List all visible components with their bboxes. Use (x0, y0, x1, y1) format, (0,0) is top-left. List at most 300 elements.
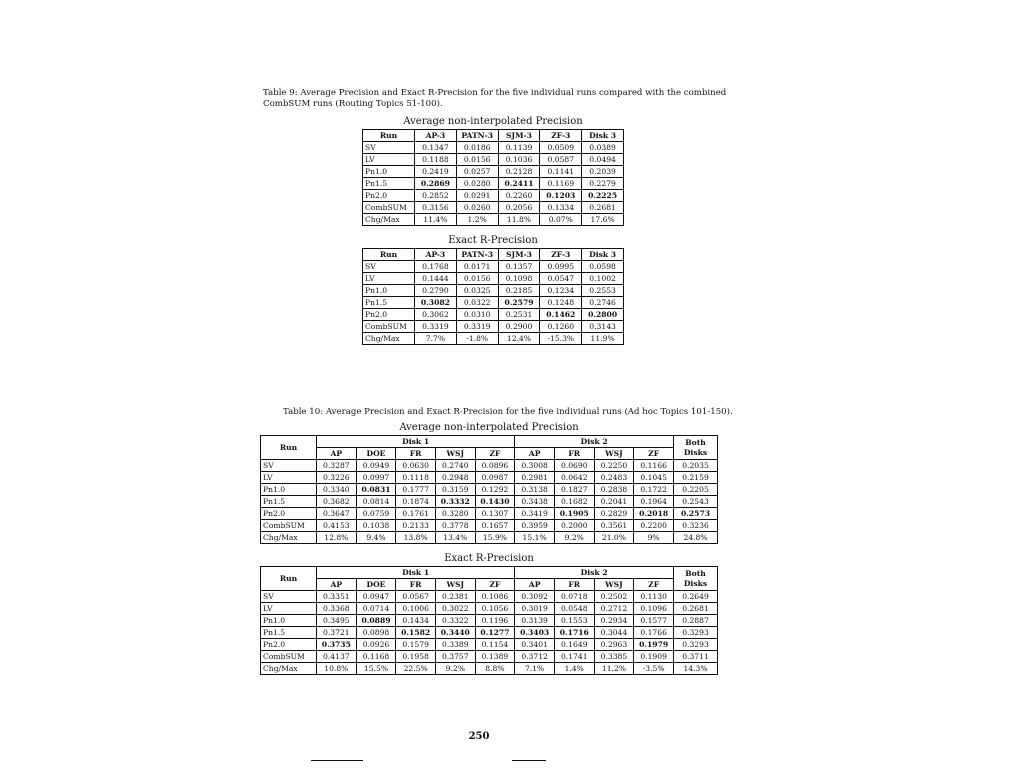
table-cell: 0.3092 (515, 591, 555, 603)
table-cell: 0.2483 (594, 472, 634, 484)
table-cell: 0.1444 (415, 273, 457, 285)
table-row (363, 273, 624, 285)
table9-caption: Table 9: Average Precision and Exact R-Precision for the five individual runs compared with the combined CombSUM runs (Routing Topics 51-100). (263, 88, 727, 109)
table-cell: 0.2419 (415, 166, 457, 178)
column-header: AP (515, 448, 555, 460)
table-cell: 0.1086 (475, 591, 515, 603)
table-cell: 0.1389 (475, 651, 515, 663)
table-cell: 0.3682 (317, 496, 357, 508)
table-row (363, 333, 624, 345)
group-header-both-disks: Both Disks (674, 567, 718, 591)
table-cell: 0.3735 (317, 639, 357, 651)
group-header-disk1: Disk 1 (317, 567, 515, 579)
table-cell: 0.3757 (435, 651, 475, 663)
column-header: FR (396, 448, 436, 460)
table-cell: 0.2185 (498, 285, 540, 297)
table-cell: 0.2790 (415, 285, 457, 297)
column-header: DOE (356, 579, 396, 591)
row-label: Pn1.0 (363, 166, 415, 178)
group-header-disk2: Disk 2 (515, 436, 674, 448)
table-cell: 9% (634, 532, 674, 544)
table-row (261, 508, 718, 520)
table-cell: 7.1% (515, 663, 555, 675)
column-header: FR (554, 579, 594, 591)
table-cell: 0.3280 (435, 508, 475, 520)
column-header: FR (554, 448, 594, 460)
table-row (261, 532, 718, 544)
table-cell: 9.4% (356, 532, 396, 544)
column-header: Run (363, 130, 415, 142)
table-cell: 0.0156 (456, 154, 498, 166)
table-row (261, 663, 718, 675)
table-row (363, 261, 624, 273)
table-cell: 0.2035 (674, 460, 718, 472)
table10-avg-title: Average non-interpolated Precision (399, 422, 579, 433)
table-cell: 0.3778 (435, 520, 475, 532)
table-cell: 0.1958 (396, 651, 436, 663)
table-row (363, 309, 624, 321)
column-header: AP-3 (415, 249, 457, 261)
table-row (363, 321, 624, 333)
table-cell: 0.1582 (396, 627, 436, 639)
table-cell: 0.1462 (540, 309, 582, 321)
table-cell: 0.2039 (582, 166, 624, 178)
table-cell: 13.4% (435, 532, 475, 544)
table-cell: 0.1036 (498, 154, 540, 166)
table-cell: 0.0642 (554, 472, 594, 484)
table-row (261, 603, 718, 615)
table-cell: 0.3022 (435, 603, 475, 615)
table-cell: 0.0280 (456, 178, 498, 190)
table-cell: 0.3319 (456, 321, 498, 333)
table-cell: 0.0997 (356, 472, 396, 484)
table-cell: 0.2981 (515, 472, 555, 484)
table-cell: 0.3156 (415, 202, 457, 214)
table-cell: 0.2553 (582, 285, 624, 297)
table9-avg-precision-table (362, 129, 624, 226)
table-cell: 0.2746 (582, 297, 624, 309)
table-cell: 0.0896 (475, 460, 515, 472)
table-cell: 0.0156 (456, 273, 498, 285)
page-number: 250 (468, 731, 490, 742)
table-cell: 0.2800 (582, 309, 624, 321)
row-label: Pn1.0 (261, 484, 317, 496)
table-cell: 0.3495 (317, 615, 357, 627)
table-cell: 0.3293 (674, 627, 718, 639)
table-cell: 0.3647 (317, 508, 357, 520)
column-header: Run (261, 567, 317, 591)
table-cell: 1.4% (554, 663, 594, 675)
table-cell: 0.3340 (317, 484, 357, 496)
table-cell: 0.0714 (356, 603, 396, 615)
table-cell: 0.2128 (498, 166, 540, 178)
row-label: Pn1.5 (261, 627, 317, 639)
table-cell: 0.3322 (435, 615, 475, 627)
table-cell: 0.1874 (396, 496, 436, 508)
column-header: ZF (475, 579, 515, 591)
table-cell: 0.1277 (475, 627, 515, 639)
table-cell: 0.1722 (634, 484, 674, 496)
table-header-row (261, 448, 718, 460)
table-cell: 0.1553 (554, 615, 594, 627)
table-cell: 0.0889 (356, 615, 396, 627)
table-cell: 0.3403 (515, 627, 555, 639)
table-cell: 0.2681 (674, 603, 718, 615)
table-cell: 0.3959 (515, 520, 555, 532)
table-cell: -1.8% (456, 333, 498, 345)
table-cell: 0.07% (540, 214, 582, 226)
table-cell: 0.1761 (396, 508, 436, 520)
group-header-disk2: Disk 2 (515, 567, 674, 579)
row-label: Pn2.0 (363, 309, 415, 321)
footer-rule-right (512, 760, 546, 761)
column-header: AP-3 (415, 130, 457, 142)
table-cell: 0.0630 (396, 460, 436, 472)
table-cell: 0.3319 (415, 321, 457, 333)
table-header-row (261, 579, 718, 591)
table-cell: 0.1766 (634, 627, 674, 639)
table-row (261, 615, 718, 627)
table-cell: 0.2829 (594, 508, 634, 520)
table-cell: 0.4137 (317, 651, 357, 663)
table-cell: 15.1% (515, 532, 555, 544)
table-cell: 0.2250 (594, 460, 634, 472)
table-cell: 7.7% (415, 333, 457, 345)
table-cell: 0.1768 (415, 261, 457, 273)
column-header: WSJ (594, 448, 634, 460)
table-cell: 0.1434 (396, 615, 436, 627)
table-cell: 0.3138 (515, 484, 555, 496)
table-row (261, 639, 718, 651)
table-cell: 9.2% (554, 532, 594, 544)
table-cell: 11.8% (498, 214, 540, 226)
footer-rule-left (311, 760, 363, 761)
table-row (363, 142, 624, 154)
row-label: Chg/Max (261, 663, 317, 675)
table-cell: 0.1307 (475, 508, 515, 520)
table-cell: 0.2041 (594, 496, 634, 508)
table-cell: 0.0995 (540, 261, 582, 273)
table-cell: 0.2712 (594, 603, 634, 615)
table-cell: 0.1905 (554, 508, 594, 520)
row-label: Pn1.0 (261, 615, 317, 627)
table-cell: 0.0690 (554, 460, 594, 472)
table-cell: 0.1248 (540, 297, 582, 309)
table-cell: 0.3385 (594, 651, 634, 663)
table-cell: 0.2579 (498, 297, 540, 309)
table-cell: 0.3721 (317, 627, 357, 639)
table-cell: 0.2887 (674, 615, 718, 627)
row-label: Chg/Max (261, 532, 317, 544)
column-header: AP (317, 579, 357, 591)
table-cell: 0.2934 (594, 615, 634, 627)
table-row (363, 178, 624, 190)
table-cell: 0.4153 (317, 520, 357, 532)
table-cell: 0.2543 (674, 496, 718, 508)
table-row (261, 496, 718, 508)
table-row (261, 484, 718, 496)
table-cell: 0.1045 (634, 472, 674, 484)
row-label: LV (261, 603, 317, 615)
table-cell: 0.2000 (554, 520, 594, 532)
row-label: CombSUM (363, 202, 415, 214)
table-cell: 0.0291 (456, 190, 498, 202)
table-cell: 0.1203 (540, 190, 582, 202)
table-cell: 0.2531 (498, 309, 540, 321)
row-label: CombSUM (261, 520, 317, 532)
table10-exact-title: Exact R-Precision (444, 553, 534, 564)
table-cell: 0.2852 (415, 190, 457, 202)
column-header: PATN-3 (456, 130, 498, 142)
table-row (261, 627, 718, 639)
column-header: ZF (475, 448, 515, 460)
table-cell: 0.0509 (540, 142, 582, 154)
table-cell: 0.3332 (435, 496, 475, 508)
table-cell: 24.8% (674, 532, 718, 544)
table-cell: 0.1154 (475, 639, 515, 651)
row-label: Pn1.5 (261, 496, 317, 508)
table-cell: 0.2411 (498, 178, 540, 190)
table-cell: 0.2869 (415, 178, 457, 190)
row-label: SV (261, 460, 317, 472)
table-cell: 0.2200 (634, 520, 674, 532)
table-row (363, 285, 624, 297)
table-row (261, 651, 718, 663)
table-header-row (363, 249, 624, 261)
table-cell: 0.1168 (356, 651, 396, 663)
table-cell: 0.1139 (498, 142, 540, 154)
table-cell: 10.8% (317, 663, 357, 675)
table-cell: 1.2% (456, 214, 498, 226)
table-cell: 0.1741 (554, 651, 594, 663)
table-cell: 0.3044 (594, 627, 634, 639)
table-cell: 0.0949 (356, 460, 396, 472)
table-cell: 0.2225 (582, 190, 624, 202)
table-cell: 0.0831 (356, 484, 396, 496)
column-header: DOE (356, 448, 396, 460)
column-header: WSJ (435, 448, 475, 460)
table-cell: 0.3139 (515, 615, 555, 627)
row-label: SV (261, 591, 317, 603)
table-cell: 0.0325 (456, 285, 498, 297)
table-row (363, 166, 624, 178)
table-cell: 9.2% (435, 663, 475, 675)
table-cell: 0.2649 (674, 591, 718, 603)
table-cell: 21.0% (594, 532, 634, 544)
table-cell: 0.2502 (594, 591, 634, 603)
table-cell: 0.0759 (356, 508, 396, 520)
table-cell: 0.0389 (582, 142, 624, 154)
table-cell: 0.1130 (634, 591, 674, 603)
table-cell: 0.0260 (456, 202, 498, 214)
table-cell: 0.1002 (582, 273, 624, 285)
row-label: Pn2.0 (261, 508, 317, 520)
table-cell: 12.8% (317, 532, 357, 544)
row-label: Pn1.5 (363, 297, 415, 309)
table-cell: -15.3% (540, 333, 582, 345)
table-cell: 0.1964 (634, 496, 674, 508)
row-label: Pn2.0 (261, 639, 317, 651)
table-cell: 0.3440 (435, 627, 475, 639)
table-cell: 0.2900 (498, 321, 540, 333)
column-header: WSJ (435, 579, 475, 591)
table-cell: 0.3082 (415, 297, 457, 309)
table-cell: 0.1909 (634, 651, 674, 663)
group-header-row (261, 436, 718, 448)
table-cell: 0.0587 (540, 154, 582, 166)
table-cell: 0.1056 (475, 603, 515, 615)
table-cell: 0.0814 (356, 496, 396, 508)
table-cell: 0.0567 (396, 591, 436, 603)
table-cell: 15.5% (356, 663, 396, 675)
table-cell: 0.1682 (554, 496, 594, 508)
column-header: SJM-3 (498, 130, 540, 142)
table-cell: 0.0494 (582, 154, 624, 166)
row-label: Chg/Max (363, 333, 415, 345)
column-header: ZF-3 (540, 130, 582, 142)
table-cell: 0.1827 (554, 484, 594, 496)
table-cell: 0.2948 (435, 472, 475, 484)
column-header: ZF (634, 448, 674, 460)
table-header-row (363, 130, 624, 142)
table-cell: 0.1577 (634, 615, 674, 627)
table-cell: 0.1098 (498, 273, 540, 285)
table-cell: 0.3389 (435, 639, 475, 651)
group-header-disk1: Disk 1 (317, 436, 515, 448)
column-header: Run (261, 436, 317, 460)
table-cell: 0.3712 (515, 651, 555, 663)
table-cell: 0.1166 (634, 460, 674, 472)
table-cell: 0.0987 (475, 472, 515, 484)
table-cell: 0.0257 (456, 166, 498, 178)
table-cell: 0.3438 (515, 496, 555, 508)
row-label: Pn1.0 (363, 285, 415, 297)
table-cell: 0.2260 (498, 190, 540, 202)
column-header: FR (396, 579, 436, 591)
table-cell: 0.0310 (456, 309, 498, 321)
table-row (363, 202, 624, 214)
group-header-both-disks: Both Disks (674, 436, 718, 460)
column-header: AP (515, 579, 555, 591)
table-cell: 0.3401 (515, 639, 555, 651)
table10-exact-precision-table (260, 566, 718, 675)
column-header: ZF-3 (540, 249, 582, 261)
row-label: SV (363, 142, 415, 154)
row-label: LV (363, 273, 415, 285)
column-header: AP (317, 448, 357, 460)
table-row (363, 154, 624, 166)
table-cell: 0.1038 (356, 520, 396, 532)
table-cell: 0.2133 (396, 520, 436, 532)
table-cell: 0.0598 (582, 261, 624, 273)
column-header: WSJ (594, 579, 634, 591)
column-header: Disk 3 (582, 130, 624, 142)
table-row (261, 520, 718, 532)
table-cell: 0.2740 (435, 460, 475, 472)
column-header: Run (363, 249, 415, 261)
table-cell: 0.1579 (396, 639, 436, 651)
table-cell: 0.2018 (634, 508, 674, 520)
table-cell: 0.1260 (540, 321, 582, 333)
table-cell: 0.0947 (356, 591, 396, 603)
table-cell: 0.1430 (475, 496, 515, 508)
table-cell: 0.0926 (356, 639, 396, 651)
table-cell: 0.1777 (396, 484, 436, 496)
table-row (261, 460, 718, 472)
column-header: SJM-3 (498, 249, 540, 261)
table-row (363, 297, 624, 309)
table-cell: 12.4% (498, 333, 540, 345)
column-header: Disk 3 (582, 249, 624, 261)
table-cell: 0.1196 (475, 615, 515, 627)
table-cell: 0.2681 (582, 202, 624, 214)
table9-exact-precision-table (362, 248, 624, 345)
table-cell: 0.0171 (456, 261, 498, 273)
table9-exact-title: Exact R-Precision (448, 235, 538, 246)
table-cell: 22.5% (396, 663, 436, 675)
table-cell: 0.3561 (594, 520, 634, 532)
table-cell: 0.3226 (317, 472, 357, 484)
table-cell: 15.9% (475, 532, 515, 544)
row-label: Chg/Max (363, 214, 415, 226)
table-cell: 0.0547 (540, 273, 582, 285)
table-cell: 0.1357 (498, 261, 540, 273)
table-cell: 11.4% (415, 214, 457, 226)
table-cell: 17.6% (582, 214, 624, 226)
table-cell: 0.1006 (396, 603, 436, 615)
row-label: CombSUM (261, 651, 317, 663)
table10-caption: Table 10: Average Precision and Exact R-Precision for the five individual runs (Ad hoc Topics 101-150). (283, 407, 733, 417)
table-cell: 0.2056 (498, 202, 540, 214)
table-cell: 0.1118 (396, 472, 436, 484)
table-cell: 0.1657 (475, 520, 515, 532)
table-cell: 0.1234 (540, 285, 582, 297)
table-cell: 0.3351 (317, 591, 357, 603)
table-cell: 0.3143 (582, 321, 624, 333)
row-label: LV (261, 472, 317, 484)
table-cell: 0.1096 (634, 603, 674, 615)
table-cell: 8.8% (475, 663, 515, 675)
column-header: PATN-3 (456, 249, 498, 261)
row-label: CombSUM (363, 321, 415, 333)
table-cell: 0.2205 (674, 484, 718, 496)
table-cell: 0.1141 (540, 166, 582, 178)
table-row (261, 472, 718, 484)
table-cell: 0.3236 (674, 520, 718, 532)
table-row (261, 591, 718, 603)
group-header-row (261, 567, 718, 579)
table-cell: 0.1334 (540, 202, 582, 214)
table-cell: 0.1649 (554, 639, 594, 651)
row-label: Pn1.5 (363, 178, 415, 190)
table-cell: 0.0898 (356, 627, 396, 639)
table-cell: 0.0186 (456, 142, 498, 154)
table9-avg-title: Average non-interpolated Precision (403, 116, 583, 127)
table-cell: 0.2573 (674, 508, 718, 520)
table10-avg-precision-table (260, 435, 718, 544)
table-cell: 0.1292 (475, 484, 515, 496)
table-cell: 0.3293 (674, 639, 718, 651)
table-cell: 0.1169 (540, 178, 582, 190)
table-cell: 0.2159 (674, 472, 718, 484)
table-cell: 0.1347 (415, 142, 457, 154)
table-cell: 0.3711 (674, 651, 718, 663)
table-cell: 11.2% (594, 663, 634, 675)
table-cell: 0.1979 (634, 639, 674, 651)
row-label: Pn2.0 (363, 190, 415, 202)
table-cell: 0.0548 (554, 603, 594, 615)
table-cell: 0.0718 (554, 591, 594, 603)
